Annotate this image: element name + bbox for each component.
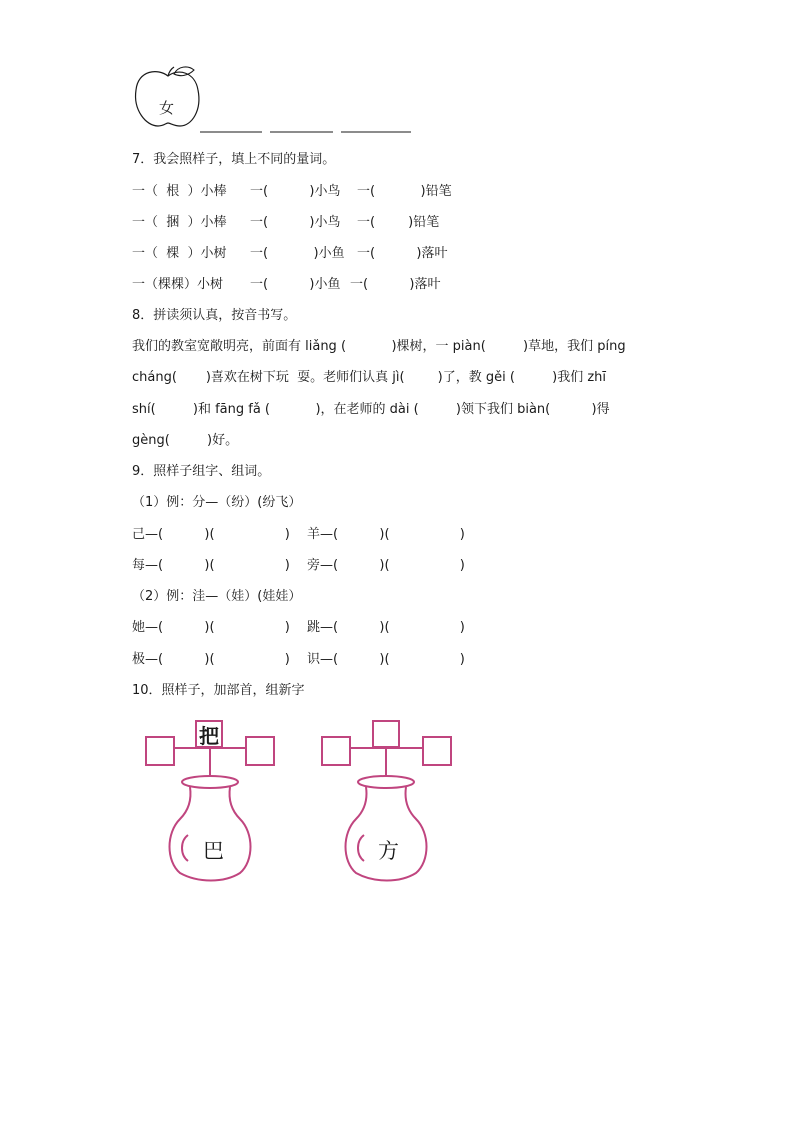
vase1-body: [170, 787, 251, 881]
vase1-body-char: 巴: [203, 839, 224, 863]
q8-line3: shí( )和 fāng fǎ ( )，在老师的 dài ( )领下我们 biàn( )得: [132, 402, 610, 417]
q9-row2-b: 旁—( )( ): [307, 558, 465, 573]
q9-row4-b: 识—( )( ): [307, 652, 465, 667]
q7-row2-c: 一( )铅笔: [357, 215, 440, 230]
q9-row3-b: 跳—( )( ): [307, 620, 465, 635]
vase-figure-2: [322, 721, 451, 881]
vase-figures: [140, 715, 470, 885]
q7-row1-b: 一( )小鸟: [250, 184, 341, 199]
q10-title: 10．照样子，加部首，组新字: [132, 683, 305, 698]
vase1-left-box: [146, 737, 174, 765]
vase-figure-1: [146, 721, 274, 881]
vase2-body: [346, 787, 427, 881]
q9-title: 9．照样子组字、组词。: [132, 464, 271, 479]
vase2-left-box: [322, 737, 350, 765]
q7-row3-c: 一( )落叶: [357, 246, 448, 261]
vase1-top-char: 把: [199, 724, 219, 748]
q8-line2: cháng( )喜欢在树下玩 耍。老师们认真 jì( )了，教 gěi ( )我们 zhī: [132, 370, 607, 385]
q7-row4-b: 一( )小鱼: [250, 277, 341, 292]
q9-row1-a: 己—( )( ): [132, 527, 290, 542]
vase2-body-char: 方: [378, 839, 399, 863]
q8-line4: gèng( )好。: [132, 433, 239, 448]
q9-example1: （1）例：分—（纷）(纷飞）: [132, 495, 302, 510]
apple-char: 女: [159, 99, 175, 117]
q8-title: 8．拼读须认真，按音书写。: [132, 308, 297, 323]
q9-example2: （2）例：洼—（娃）(娃娃）: [132, 589, 302, 604]
apple-figure: [128, 62, 418, 142]
q9-row2-a: 每—( )( ): [132, 558, 290, 573]
q9-row1-b: 羊—( )( ): [307, 527, 465, 542]
q7-row2-a: 一（ 捆 ）小棒: [132, 215, 227, 230]
q7-row1-a: 一（ 根 ）小棒: [132, 184, 227, 199]
q7-row1-c: 一( )铅笔: [357, 184, 452, 199]
q9-row3-a: 她—( )( ): [132, 620, 290, 635]
apple-leaf: [174, 67, 194, 76]
q7-row2-b: 一( )小鸟: [250, 215, 341, 230]
q7-row4-c: 一( )落叶: [350, 277, 441, 292]
vase1-right-box: [246, 737, 274, 765]
q9-row4-a: 极—( )( ): [132, 652, 290, 667]
q7-title: 7．我会照样子，填上不同的量词。: [132, 152, 336, 167]
vase2-top-box: [373, 721, 399, 747]
q7-row3-b: 一( )小鱼: [250, 246, 345, 261]
q7-row4-a: 一（棵棵）小树: [132, 277, 224, 292]
q8-line1: 我们的教室宽敞明亮，前面有 liǎng ( )棵树，一 piàn( )草地，我们 píng: [132, 339, 626, 354]
vase2-right-box: [423, 737, 451, 765]
q7-row3-a: 一（ 棵 ）小树: [132, 246, 227, 261]
